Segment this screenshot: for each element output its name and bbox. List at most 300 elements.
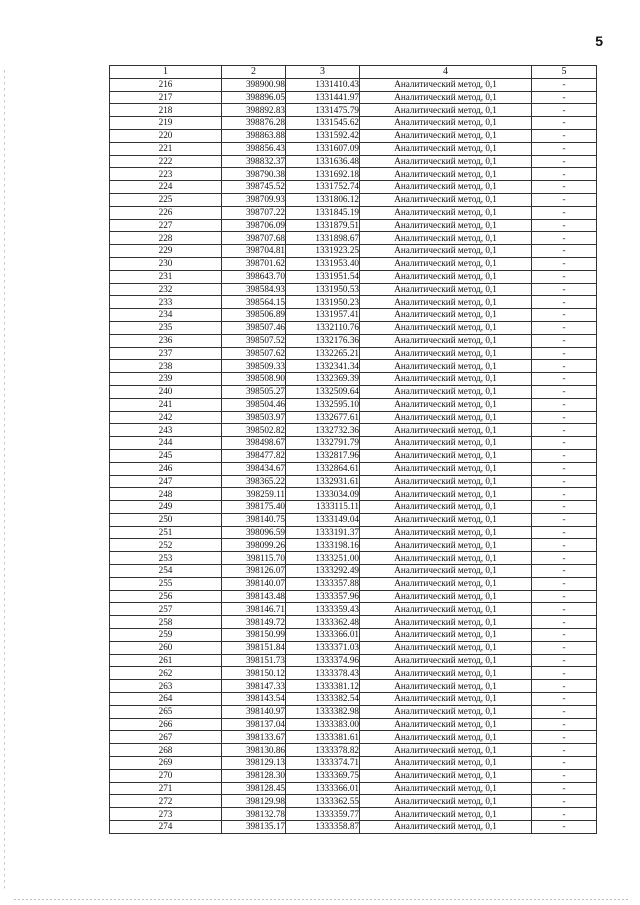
x-coordinate: 398584.93: [222, 283, 286, 296]
method-accuracy: Аналитический метод, 0,1: [360, 283, 532, 296]
y-coordinate: 1333251.00: [286, 552, 360, 565]
table-row: [110, 731, 597, 744]
x-coordinate: 398502.82: [222, 424, 286, 437]
note-dash: -: [532, 142, 597, 155]
table-row: [110, 78, 597, 91]
y-coordinate: 1331923.25: [286, 245, 360, 258]
x-coordinate: 398096.59: [222, 526, 286, 539]
y-coordinate: 1333378.43: [286, 667, 360, 680]
method-accuracy: Аналитический метод, 0,1: [360, 181, 532, 194]
header-col-2: 2: [222, 66, 286, 79]
point-number: 260: [110, 641, 222, 654]
point-number: 236: [110, 334, 222, 347]
table-row: [110, 513, 597, 526]
y-coordinate: 1331475.79: [286, 104, 360, 117]
scan-bottom-line: [14, 899, 628, 900]
note-dash: -: [532, 321, 597, 334]
x-coordinate: 398707.22: [222, 206, 286, 219]
table-row: [110, 693, 597, 706]
note-dash: -: [532, 629, 597, 642]
method-accuracy: Аналитический метод, 0,1: [360, 334, 532, 347]
x-coordinate: 398140.07: [222, 577, 286, 590]
table-row: [110, 91, 597, 104]
y-coordinate: 1332931.61: [286, 475, 360, 488]
x-coordinate: 398508.90: [222, 373, 286, 386]
x-coordinate: 398564.15: [222, 296, 286, 309]
point-number: 243: [110, 424, 222, 437]
y-coordinate: 1332265.21: [286, 347, 360, 360]
method-accuracy: Аналитический метод, 0,1: [360, 232, 532, 245]
x-coordinate: 398503.97: [222, 411, 286, 424]
table-row: [110, 718, 597, 731]
point-number: 254: [110, 565, 222, 578]
point-number: 265: [110, 705, 222, 718]
x-coordinate: 398856.43: [222, 142, 286, 155]
method-accuracy: Аналитический метод, 0,1: [360, 385, 532, 398]
table-row: [110, 795, 597, 808]
point-number: 240: [110, 385, 222, 398]
y-coordinate: 1333149.04: [286, 513, 360, 526]
method-accuracy: Аналитический метод, 0,1: [360, 693, 532, 706]
note-dash: -: [532, 462, 597, 475]
note-dash: -: [532, 769, 597, 782]
method-accuracy: Аналитический метод, 0,1: [360, 731, 532, 744]
method-accuracy: Аналитический метод, 0,1: [360, 257, 532, 270]
table-row: [110, 117, 597, 130]
table-row: [110, 590, 597, 603]
table-body: [110, 78, 597, 833]
table-row: [110, 104, 597, 117]
method-accuracy: Аналитический метод, 0,1: [360, 296, 532, 309]
x-coordinate: 398709.93: [222, 193, 286, 206]
x-coordinate: 398151.73: [222, 654, 286, 667]
point-number: 217: [110, 91, 222, 104]
y-coordinate: 1331806.12: [286, 193, 360, 206]
method-accuracy: Аналитический метод, 0,1: [360, 411, 532, 424]
method-accuracy: Аналитический метод, 0,1: [360, 718, 532, 731]
table-row: [110, 437, 597, 450]
y-coordinate: 1332791.79: [286, 437, 360, 450]
note-dash: -: [532, 744, 597, 757]
point-number: 267: [110, 731, 222, 744]
x-coordinate: 398128.45: [222, 782, 286, 795]
x-coordinate: 398129.13: [222, 757, 286, 770]
y-coordinate: 1332732.36: [286, 424, 360, 437]
y-coordinate: 1333034.09: [286, 488, 360, 501]
table-row: [110, 821, 597, 834]
y-coordinate: 1333381.12: [286, 680, 360, 693]
point-number: 224: [110, 181, 222, 194]
y-coordinate: 1333371.03: [286, 641, 360, 654]
table-row: [110, 129, 597, 142]
method-accuracy: Аналитический метод, 0,1: [360, 488, 532, 501]
y-coordinate: 1331879.51: [286, 219, 360, 232]
page-number: 5: [595, 33, 603, 49]
table-row: [110, 808, 597, 821]
method-accuracy: Аналитический метод, 0,1: [360, 667, 532, 680]
header-col-1: 1: [110, 66, 222, 79]
point-number: 264: [110, 693, 222, 706]
table-row: [110, 577, 597, 590]
note-dash: -: [532, 385, 597, 398]
point-number: 270: [110, 769, 222, 782]
y-coordinate: 1333382.98: [286, 705, 360, 718]
table-row: [110, 257, 597, 270]
x-coordinate: 398146.71: [222, 603, 286, 616]
method-accuracy: Аналитический метод, 0,1: [360, 757, 532, 770]
table-row: [110, 552, 597, 565]
method-accuracy: Аналитический метод, 0,1: [360, 398, 532, 411]
y-coordinate: 1333383.00: [286, 718, 360, 731]
method-accuracy: Аналитический метод, 0,1: [360, 590, 532, 603]
method-accuracy: Аналитический метод, 0,1: [360, 782, 532, 795]
point-number: 216: [110, 78, 222, 91]
method-accuracy: Аналитический метод, 0,1: [360, 360, 532, 373]
table-row: [110, 654, 597, 667]
note-dash: -: [532, 334, 597, 347]
point-number: 226: [110, 206, 222, 219]
x-coordinate: 398896.05: [222, 91, 286, 104]
y-coordinate: 1331898.67: [286, 232, 360, 245]
method-accuracy: Аналитический метод, 0,1: [360, 129, 532, 142]
y-coordinate: 1333369.75: [286, 769, 360, 782]
note-dash: -: [532, 373, 597, 386]
note-dash: -: [532, 91, 597, 104]
x-coordinate: 398832.37: [222, 155, 286, 168]
note-dash: -: [532, 309, 597, 322]
table-row: [110, 321, 597, 334]
y-coordinate: 1333362.48: [286, 616, 360, 629]
table-row: [110, 232, 597, 245]
coordinates-table: [109, 65, 597, 834]
note-dash: -: [532, 168, 597, 181]
method-accuracy: Аналитический метод, 0,1: [360, 142, 532, 155]
x-coordinate: 398132.78: [222, 808, 286, 821]
point-number: 220: [110, 129, 222, 142]
y-coordinate: 1331636.48: [286, 155, 360, 168]
note-dash: -: [532, 501, 597, 514]
y-coordinate: 1331441.97: [286, 91, 360, 104]
method-accuracy: Аналитический метод, 0,1: [360, 616, 532, 629]
point-number: 229: [110, 245, 222, 258]
x-coordinate: 398137.04: [222, 718, 286, 731]
point-number: 263: [110, 680, 222, 693]
y-coordinate: 1331951.54: [286, 270, 360, 283]
x-coordinate: 398099.26: [222, 539, 286, 552]
y-coordinate: 1333198.16: [286, 539, 360, 552]
x-coordinate: 398498.67: [222, 437, 286, 450]
y-coordinate: 1333359.77: [286, 808, 360, 821]
table-row: [110, 501, 597, 514]
method-accuracy: Аналитический метод, 0,1: [360, 462, 532, 475]
x-coordinate: 398130.86: [222, 744, 286, 757]
method-accuracy: Аналитический метод, 0,1: [360, 539, 532, 552]
table-row: [110, 680, 597, 693]
y-coordinate: 1331845.19: [286, 206, 360, 219]
note-dash: -: [532, 603, 597, 616]
note-dash: -: [532, 104, 597, 117]
note-dash: -: [532, 449, 597, 462]
x-coordinate: 398892.83: [222, 104, 286, 117]
note-dash: -: [532, 539, 597, 552]
header-col-5: 5: [532, 66, 597, 79]
x-coordinate: 398900.98: [222, 78, 286, 91]
table-row: [110, 641, 597, 654]
y-coordinate: 1333382.54: [286, 693, 360, 706]
note-dash: -: [532, 526, 597, 539]
y-coordinate: 1332369.39: [286, 373, 360, 386]
table-row: [110, 155, 597, 168]
point-number: 222: [110, 155, 222, 168]
table-row: [110, 283, 597, 296]
method-accuracy: Аналитический метод, 0,1: [360, 552, 532, 565]
point-number: 272: [110, 795, 222, 808]
note-dash: -: [532, 193, 597, 206]
table-row: [110, 245, 597, 258]
x-coordinate: 398140.97: [222, 705, 286, 718]
method-accuracy: Аналитический метод, 0,1: [360, 705, 532, 718]
point-number: 225: [110, 193, 222, 206]
x-coordinate: 398506.89: [222, 309, 286, 322]
method-accuracy: Аналитический метод, 0,1: [360, 347, 532, 360]
y-coordinate: 1333357.96: [286, 590, 360, 603]
point-number: 233: [110, 296, 222, 309]
table-row: [110, 168, 597, 181]
y-coordinate: 1331545.62: [286, 117, 360, 130]
x-coordinate: 398365.22: [222, 475, 286, 488]
method-accuracy: Аналитический метод, 0,1: [360, 821, 532, 834]
note-dash: -: [532, 577, 597, 590]
point-number: 259: [110, 629, 222, 642]
table-row: [110, 142, 597, 155]
method-accuracy: Аналитический метод, 0,1: [360, 795, 532, 808]
table-row: [110, 449, 597, 462]
table-row: [110, 181, 597, 194]
point-number: 257: [110, 603, 222, 616]
method-accuracy: Аналитический метод, 0,1: [360, 744, 532, 757]
method-accuracy: Аналитический метод, 0,1: [360, 155, 532, 168]
y-coordinate: 1333292.49: [286, 565, 360, 578]
y-coordinate: 1333374.71: [286, 757, 360, 770]
note-dash: -: [532, 411, 597, 424]
header-col-4: 4: [360, 66, 532, 79]
note-dash: -: [532, 360, 597, 373]
point-number: 244: [110, 437, 222, 450]
point-number: 234: [110, 309, 222, 322]
note-dash: -: [532, 347, 597, 360]
y-coordinate: 1331592.42: [286, 129, 360, 142]
table-row: [110, 603, 597, 616]
y-coordinate: 1333358.87: [286, 821, 360, 834]
table-row: [110, 398, 597, 411]
note-dash: -: [532, 757, 597, 770]
x-coordinate: 398643.70: [222, 270, 286, 283]
note-dash: -: [532, 424, 597, 437]
method-accuracy: Аналитический метод, 0,1: [360, 219, 532, 232]
y-coordinate: 1331410.43: [286, 78, 360, 91]
method-accuracy: Аналитический метод, 0,1: [360, 321, 532, 334]
point-number: 241: [110, 398, 222, 411]
x-coordinate: 398701.62: [222, 257, 286, 270]
point-number: 239: [110, 373, 222, 386]
y-coordinate: 1331752.74: [286, 181, 360, 194]
table-row: [110, 334, 597, 347]
point-number: 247: [110, 475, 222, 488]
scan-edge-dots: [4, 70, 5, 890]
table-row: [110, 757, 597, 770]
x-coordinate: 398504.46: [222, 398, 286, 411]
table-row: [110, 488, 597, 501]
table-row: [110, 270, 597, 283]
table-row: [110, 667, 597, 680]
table-row: [110, 424, 597, 437]
x-coordinate: 398745.52: [222, 181, 286, 194]
point-number: 256: [110, 590, 222, 603]
x-coordinate: 398259.11: [222, 488, 286, 501]
point-number: 235: [110, 321, 222, 334]
note-dash: -: [532, 206, 597, 219]
x-coordinate: 398477.82: [222, 449, 286, 462]
y-coordinate: 1332864.61: [286, 462, 360, 475]
table-row: [110, 296, 597, 309]
x-coordinate: 398704.81: [222, 245, 286, 258]
method-accuracy: Аналитический метод, 0,1: [360, 168, 532, 181]
x-coordinate: 398149.72: [222, 616, 286, 629]
table-header-row: [110, 66, 597, 79]
y-coordinate: 1333362.55: [286, 795, 360, 808]
x-coordinate: 398507.46: [222, 321, 286, 334]
point-number: 271: [110, 782, 222, 795]
point-number: 221: [110, 142, 222, 155]
method-accuracy: Аналитический метод, 0,1: [360, 501, 532, 514]
x-coordinate: 398863.88: [222, 129, 286, 142]
point-number: 251: [110, 526, 222, 539]
method-accuracy: Аналитический метод, 0,1: [360, 270, 532, 283]
note-dash: -: [532, 654, 597, 667]
y-coordinate: 1333374.96: [286, 654, 360, 667]
method-accuracy: Аналитический метод, 0,1: [360, 193, 532, 206]
point-number: 242: [110, 411, 222, 424]
method-accuracy: Аналитический метод, 0,1: [360, 206, 532, 219]
point-number: 223: [110, 168, 222, 181]
point-number: 258: [110, 616, 222, 629]
table-row: [110, 347, 597, 360]
x-coordinate: 398140.75: [222, 513, 286, 526]
note-dash: -: [532, 437, 597, 450]
method-accuracy: Аналитический метод, 0,1: [360, 117, 532, 130]
x-coordinate: 398707.68: [222, 232, 286, 245]
y-coordinate: 1331957.41: [286, 309, 360, 322]
note-dash: -: [532, 232, 597, 245]
y-coordinate: 1333366.01: [286, 782, 360, 795]
y-coordinate: 1332176.36: [286, 334, 360, 347]
table-row: [110, 769, 597, 782]
method-accuracy: Аналитический метод, 0,1: [360, 603, 532, 616]
table-row: [110, 193, 597, 206]
y-coordinate: 1332509.64: [286, 385, 360, 398]
y-coordinate: 1332595.10: [286, 398, 360, 411]
table-row: [110, 373, 597, 386]
point-number: 268: [110, 744, 222, 757]
table-row: [110, 526, 597, 539]
y-coordinate: 1333115.11: [286, 501, 360, 514]
table-row: [110, 385, 597, 398]
method-accuracy: Аналитический метод, 0,1: [360, 437, 532, 450]
note-dash: -: [532, 693, 597, 706]
point-number: 230: [110, 257, 222, 270]
point-number: 248: [110, 488, 222, 501]
method-accuracy: Аналитический метод, 0,1: [360, 565, 532, 578]
x-coordinate: 398507.52: [222, 334, 286, 347]
x-coordinate: 398434.67: [222, 462, 286, 475]
x-coordinate: 398175.40: [222, 501, 286, 514]
x-coordinate: 398876.28: [222, 117, 286, 130]
method-accuracy: Аналитический метод, 0,1: [360, 78, 532, 91]
note-dash: -: [532, 680, 597, 693]
point-number: 228: [110, 232, 222, 245]
point-number: 274: [110, 821, 222, 834]
header-col-3: 3: [286, 66, 360, 79]
note-dash: -: [532, 513, 597, 526]
table-row: [110, 565, 597, 578]
y-coordinate: 1331607.09: [286, 142, 360, 155]
y-coordinate: 1333381.61: [286, 731, 360, 744]
x-coordinate: 398115.70: [222, 552, 286, 565]
y-coordinate: 1331692.18: [286, 168, 360, 181]
point-number: 245: [110, 449, 222, 462]
point-number: 252: [110, 539, 222, 552]
note-dash: -: [532, 257, 597, 270]
table-row: [110, 705, 597, 718]
point-number: 261: [110, 654, 222, 667]
method-accuracy: Аналитический метод, 0,1: [360, 513, 532, 526]
point-number: 269: [110, 757, 222, 770]
table-row: [110, 782, 597, 795]
point-number: 227: [110, 219, 222, 232]
point-number: 273: [110, 808, 222, 821]
x-coordinate: 398151.84: [222, 641, 286, 654]
y-coordinate: 1332341.34: [286, 360, 360, 373]
x-coordinate: 398509.33: [222, 360, 286, 373]
note-dash: -: [532, 181, 597, 194]
method-accuracy: Аналитический метод, 0,1: [360, 104, 532, 117]
point-number: 246: [110, 462, 222, 475]
x-coordinate: 398150.12: [222, 667, 286, 680]
x-coordinate: 398143.48: [222, 590, 286, 603]
point-number: 253: [110, 552, 222, 565]
note-dash: -: [532, 283, 597, 296]
note-dash: -: [532, 245, 597, 258]
point-number: 219: [110, 117, 222, 130]
x-coordinate: 398706.09: [222, 219, 286, 232]
note-dash: -: [532, 705, 597, 718]
method-accuracy: Аналитический метод, 0,1: [360, 309, 532, 322]
point-number: 218: [110, 104, 222, 117]
note-dash: -: [532, 129, 597, 142]
point-number: 266: [110, 718, 222, 731]
method-accuracy: Аналитический метод, 0,1: [360, 449, 532, 462]
point-number: 249: [110, 501, 222, 514]
table-row: [110, 206, 597, 219]
note-dash: -: [532, 296, 597, 309]
point-number: 231: [110, 270, 222, 283]
y-coordinate: 1331950.53: [286, 283, 360, 296]
x-coordinate: 398128.30: [222, 769, 286, 782]
x-coordinate: 398135.17: [222, 821, 286, 834]
x-coordinate: 398150.99: [222, 629, 286, 642]
method-accuracy: Аналитический метод, 0,1: [360, 808, 532, 821]
y-coordinate: 1333366.01: [286, 629, 360, 642]
